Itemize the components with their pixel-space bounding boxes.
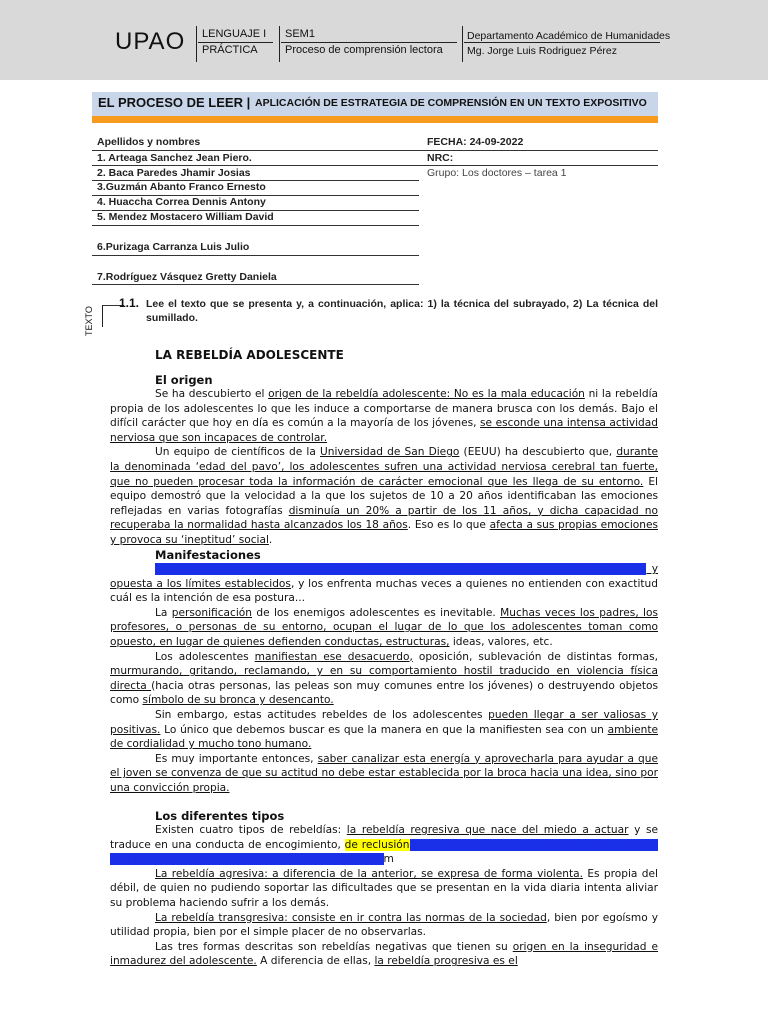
form-rule bbox=[92, 284, 419, 285]
student-name: 7.Rodríguez Vásquez Gretty Daniela bbox=[97, 271, 277, 283]
document-title: EL PROCESO DE LEER | bbox=[98, 95, 251, 110]
paragraph: La rebeldía agresiva: a diferencia de la anterior, se expresa de forma violenta. Es propia del débil, de quien no pudiendo soportar las dificultades que se presentan en la vida diaria intenta aliviar su problema haciendo sufrir a los demás. bbox=[110, 867, 658, 909]
paragraph: Existen cuatro tipos de rebeldías: la rebeldía regresiva que nace del miedo a actuar y se traduce en una conducta de encogimiento, de reclusión en sí mismo, en el que el adolescente adopta una postura de protesta muda y pasiva contra todom bbox=[110, 824, 659, 866]
instruction-number: 1.1. bbox=[119, 296, 140, 310]
paragraph: Un equipo de científicos de la Universidad de San Diego (EEUU) ha descubierto que, durante la denominada ‘edad del pavo’, los adolescentes sufren una actividad nerviosa cerebral tan fuerte, que no pueden procesar toda la información de carácter emocional que les llega de su entorno. El equipo demostró que la velocidad a la que los sujetos de 10 a 20 años identificaban las emociones reflejadas en varias fotografías disminuía un 20% a partir de los 11 años, y dicha capacidad no recuperaba la normalidad hasta alcanzados los 18 años. Eso es lo que afecta a sus propias emociones y provoca su ‘ineptitud’ social. bbox=[110, 446, 658, 546]
header-divider bbox=[462, 26, 463, 62]
paragraph: La personificación de los enemigos adolescentes es inevitable. Muchas veces los padres, los profesores, o personas de su entorno, ocupan el lugar de lo que los adolescentes toman como opuesto, en lugar de quienes defienden conductas, estructuras, ideas, valores, etc. bbox=[110, 606, 658, 648]
date-label: FECHA: 24-09-2022 bbox=[427, 136, 524, 148]
names-label: Apellidos y nombres bbox=[97, 136, 201, 148]
student-name: 6.Purizaga Carranza Luis Julio bbox=[97, 241, 250, 253]
highlight-blue: La rebeldía es una etapa en la adolescencia que se caracteriza por una actitud violenta bbox=[155, 563, 647, 575]
paragraph-manifestaciones bbox=[110, 562, 658, 796]
paragraph-origen bbox=[110, 387, 658, 548]
header-rule bbox=[464, 42, 660, 43]
course-label: LENGUAJE I bbox=[202, 28, 267, 40]
student-name: 2. Baca Paredes Jhamir Josias bbox=[97, 167, 251, 179]
title-bar bbox=[92, 92, 658, 123]
side-label: TEXTO bbox=[84, 306, 94, 336]
nrc-label: NRC: bbox=[427, 152, 454, 164]
student-name: 1. Arteaga Sanchez Jean Piero. bbox=[97, 152, 252, 164]
paragraph: La rebeldía transgresiva: consiste en ir contra las normas de la sociedad, bien por egoísmo y utilidad propia, bien por el simple placer de no observarlas. bbox=[110, 911, 658, 939]
document-subtitle: APLICACIÓN DE ESTRATEGIA DE COMPRENSIÓN EN UN TEXTO EXPOSITIVO bbox=[255, 97, 647, 109]
practice-label: PRÁCTICA bbox=[202, 44, 258, 56]
student-name: 3.Guzmán Abanto Franco Ernesto bbox=[97, 181, 266, 193]
instruction-rule bbox=[102, 305, 103, 327]
teacher-label: Mg. Jorge Luis Rodriguez Pérez bbox=[467, 45, 617, 57]
paragraph-tipos bbox=[110, 823, 658, 969]
paragraph: Es muy importante entonces, saber canalizar esta energía y aprovecharla para ayudar a que el joven se convenza de que su actitud no debe estar establecida por la broca hacia una idea, sino por una convicción propia. bbox=[110, 752, 659, 794]
paragraph: Se ha descubierto el origen de la rebeldía adolescente: No es la mala educación ni la rebeldía propia de los adolescentes lo que les induce a comportarse de manera brusca con los demás. Bajo el difícil carácter que hoy en día es común a la mayoría de los jóvenes, se esconde una intensa actividad nerviosa que son incapaces de controlar. bbox=[110, 388, 659, 444]
section-heading-tipos: Los diferentes tipos bbox=[155, 809, 285, 823]
topic-label: Proceso de comprensión lectora bbox=[285, 44, 443, 56]
paragraph: Sin embargo, estas actitudes rebeldes de los adolescentes pueden llegar a ser valiosas y positivas. Lo único que debemos buscar es que la manera en que la manifiesten sea con un ambiente de cordialidad y mucho tono humano. bbox=[110, 708, 658, 751]
highlight-yellow: de reclusión bbox=[344, 838, 410, 851]
upao-logo: UPAO bbox=[115, 28, 186, 55]
form-rule bbox=[92, 165, 658, 166]
header-divider bbox=[196, 26, 197, 62]
section-heading-origen: El origen bbox=[155, 373, 213, 387]
instruction-text: Lee el texto que se presenta y, a continuación, aplica: 1) la técnica del subrayado, 2) La técnica del sumillado. bbox=[146, 298, 658, 324]
paragraph: Los adolescentes manifiestan ese desacuerdo, oposición, sublevación de distintas formas, murmurando, gritando, reclamando, y en su comportamiento hostil traducido en violencia física directa (hacia otras personas, las peleas son muy comunes entre los jóvenes) o destruyendo objetos como símbolo de su bronca y desencanto. bbox=[110, 650, 658, 707]
section-label: SEM1 bbox=[285, 28, 315, 40]
section-heading-manifestaciones: Manifestaciones bbox=[155, 548, 261, 562]
text-title: LA REBELDÍA ADOLESCENTE bbox=[155, 348, 344, 362]
header-divider bbox=[279, 26, 280, 62]
header-rule bbox=[198, 42, 273, 43]
header-rule bbox=[281, 42, 457, 43]
group-label: Grupo: Los doctores – tarea 1 bbox=[427, 167, 567, 179]
student-name: 5. Mendez Mostacero William David bbox=[97, 211, 274, 223]
paragraph: Las tres formas descritas son rebeldías negativas que tienen su origen en la inseguridad e inmadurez del adolescente. A diferencia de ellas, la rebeldía progresiva es el bbox=[110, 940, 658, 968]
highlight-blue: en sí mismo, en el que el adolescente adopta una postura de protesta muda y pasiva contra todo bbox=[110, 838, 658, 866]
form-rule bbox=[92, 150, 658, 151]
form-rule bbox=[92, 225, 419, 226]
department-label: Departamento Académico de Humanidades bbox=[467, 30, 671, 42]
form-rule bbox=[92, 255, 419, 256]
paragraph: La rebeldía es una etapa en la adolescencia que se caracteriza por una actitud violenta y opuesta a los límites establecidos, y los enfrenta muchas veces a quienes no entienden con exactitud cuál es la intención de esa postura... bbox=[110, 563, 658, 605]
student-name: 4. Huaccha Correa Dennis Antony bbox=[97, 196, 266, 208]
